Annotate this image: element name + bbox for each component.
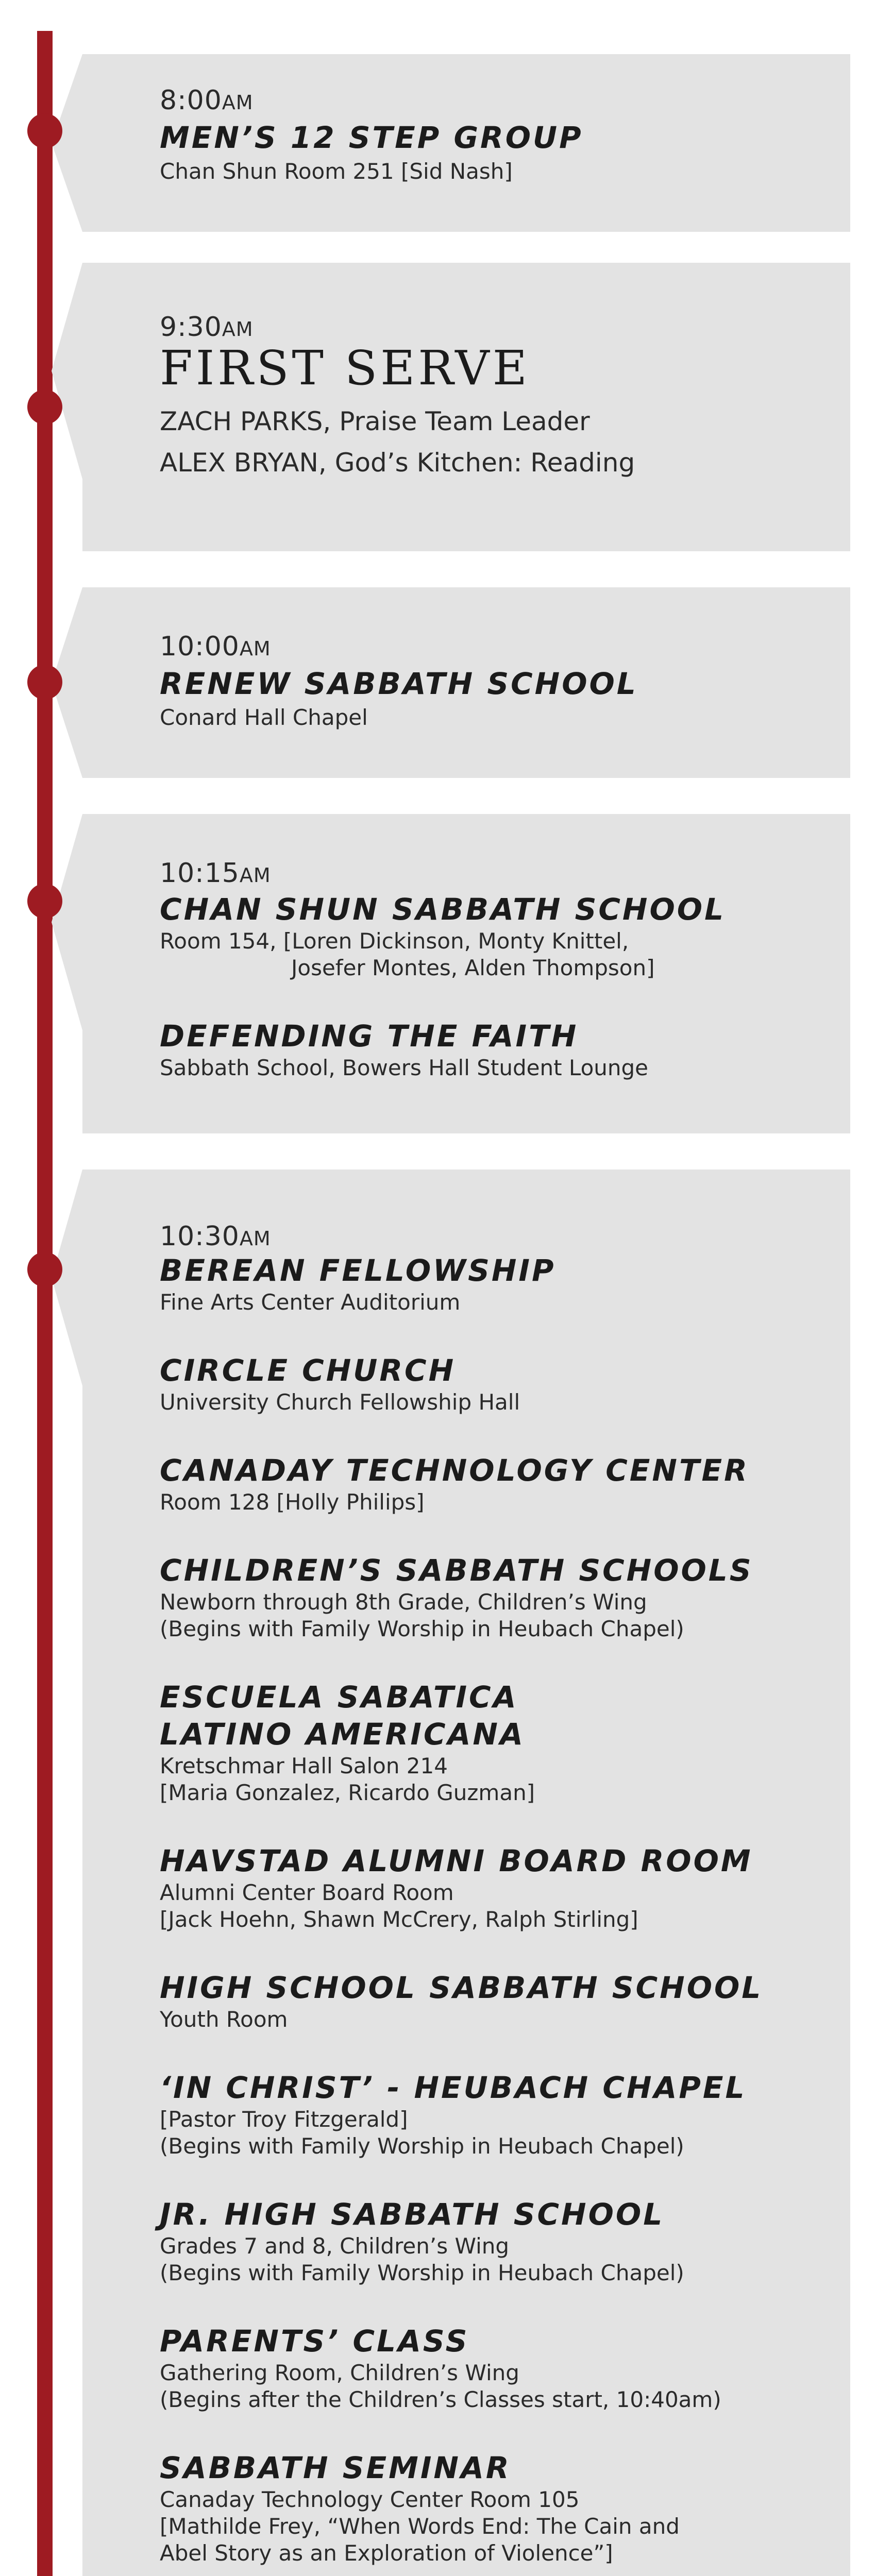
event-title: DEFENDING THE FAITH xyxy=(160,1019,579,1054)
event-card-1030 xyxy=(82,1170,850,2576)
event-item xyxy=(160,1969,819,2033)
event-detail: Youth Room xyxy=(160,2007,288,2032)
event-item xyxy=(160,2449,819,2567)
event-detail: (Begins with Family Worship in Heubach Chapel) xyxy=(160,1616,684,1641)
event-item xyxy=(160,1352,819,1416)
event-detail: (Begins after the Children’s Classes start, 10:40am) xyxy=(160,2387,721,2412)
timeline-dot xyxy=(27,884,62,919)
event-title: RENEW SABBATH SCHOOL xyxy=(160,666,638,701)
event-item xyxy=(160,1552,819,1642)
event-title: ‘IN CHRIST’ - HEUBACH CHAPEL xyxy=(160,2070,747,2105)
event-detail: [Maria Gonzalez, Ricardo Guzman] xyxy=(160,1780,535,1805)
timeline-dot xyxy=(27,1252,62,1287)
event-item xyxy=(160,2323,819,2413)
event-title: CHAN SHUN SABBATH SCHOOL xyxy=(160,892,726,927)
event-detail: Gathering Room, Children’s Wing xyxy=(160,2360,519,2385)
event-item xyxy=(160,1679,819,1806)
event-detail: Room 128 [Holly Philips] xyxy=(160,1489,425,1515)
event-detail: Canaday Technology Center Room 105 xyxy=(160,2487,580,2512)
event-title: PARENTS’ CLASS xyxy=(160,2324,469,2359)
event-item xyxy=(160,891,819,981)
event-time: 10:00AM xyxy=(160,631,271,662)
event-detail: University Church Fellowship Hall xyxy=(160,1389,520,1415)
event-card-mens-12-step xyxy=(82,54,850,232)
event-title: MEN’S 12 STEP GROUP xyxy=(160,120,583,155)
event-title: HIGH SCHOOL SABBATH SCHOOL xyxy=(160,1970,763,2005)
event-detail: Conard Hall Chapel xyxy=(160,705,368,730)
timeline-dot xyxy=(27,389,62,425)
event-title: SABBATH SEMINAR xyxy=(160,2450,511,2485)
event-time: 10:15AM xyxy=(160,858,271,889)
event-time: 10:30AM xyxy=(160,1221,271,1252)
event-detail: Room 154, [Loren Dickinson, Monty Knittel, xyxy=(160,928,629,954)
card-arrow xyxy=(52,814,82,1030)
event-time: 9:30AM xyxy=(160,312,254,343)
event-title: HAVSTAD ALUMNI BOARD ROOM xyxy=(160,1843,753,1878)
event-detail: Josefer Montes, Alden Thompson] xyxy=(291,955,655,980)
event-item xyxy=(160,1252,819,1316)
event-detail: [Pastor Troy Fitzgerald] xyxy=(160,2107,408,2132)
event-title: ESCUELA SABATICA xyxy=(160,1680,518,1715)
event-title: BEREAN FELLOWSHIP xyxy=(160,1253,556,1288)
event-detail: Newborn through 8th Grade, Children’s Wing xyxy=(160,1589,647,1615)
event-detail: Abel Story as an Exploration of Violence”] xyxy=(160,2540,613,2566)
timeline-dot xyxy=(27,113,62,148)
event-detail: Sabbath School, Bowers Hall Student Lounge xyxy=(160,1055,649,1080)
event-item xyxy=(160,1842,819,1933)
event-item xyxy=(160,2196,819,2286)
event-time: 8:00AM xyxy=(160,85,254,116)
event-item xyxy=(160,2069,819,2160)
event-detail: ALEX BRYAN, God’s Kitchen: Reading xyxy=(160,448,635,478)
event-card-first-serve xyxy=(82,263,850,551)
event-title: FIRST SERVE xyxy=(160,341,530,396)
event-detail: [Mathilde Frey, “When Words End: The Cain and xyxy=(160,2514,680,2539)
event-title: LATINO AMERICANA xyxy=(160,1717,525,1752)
card-arrow xyxy=(52,263,82,479)
event-detail: Chan Shun Room 251 [Sid Nash] xyxy=(160,159,513,184)
timeline-dot xyxy=(27,665,62,700)
event-item xyxy=(160,1452,819,1516)
event-title: JR. HIGH SABBATH SCHOOL xyxy=(160,2197,665,2232)
event-card-1015 xyxy=(82,814,850,1133)
event-detail: ZACH PARKS, Praise Team Leader xyxy=(160,406,590,436)
event-title: CHILDREN’S SABBATH SCHOOLS xyxy=(160,1553,753,1588)
event-detail: Fine Arts Center Auditorium xyxy=(160,1290,461,1315)
event-title: CIRCLE CHURCH xyxy=(160,1353,456,1388)
event-detail: (Begins with Family Worship in Heubach Chapel) xyxy=(160,2260,684,2285)
event-detail: Grades 7 and 8, Children’s Wing xyxy=(160,2233,510,2259)
event-title: CANADAY TECHNOLOGY CENTER xyxy=(160,1453,749,1488)
event-detail: Kretschmar Hall Salon 214 xyxy=(160,1753,448,1778)
event-item xyxy=(160,1018,819,1081)
event-card-renew-sabbath-school xyxy=(82,587,850,778)
event-detail: Alumni Center Board Room xyxy=(160,1880,454,1905)
event-detail: [Jack Hoehn, Shawn McCrery, Ralph Stirling] xyxy=(160,1907,638,1932)
event-detail: (Begins with Family Worship in Heubach Chapel) xyxy=(160,2133,684,2159)
